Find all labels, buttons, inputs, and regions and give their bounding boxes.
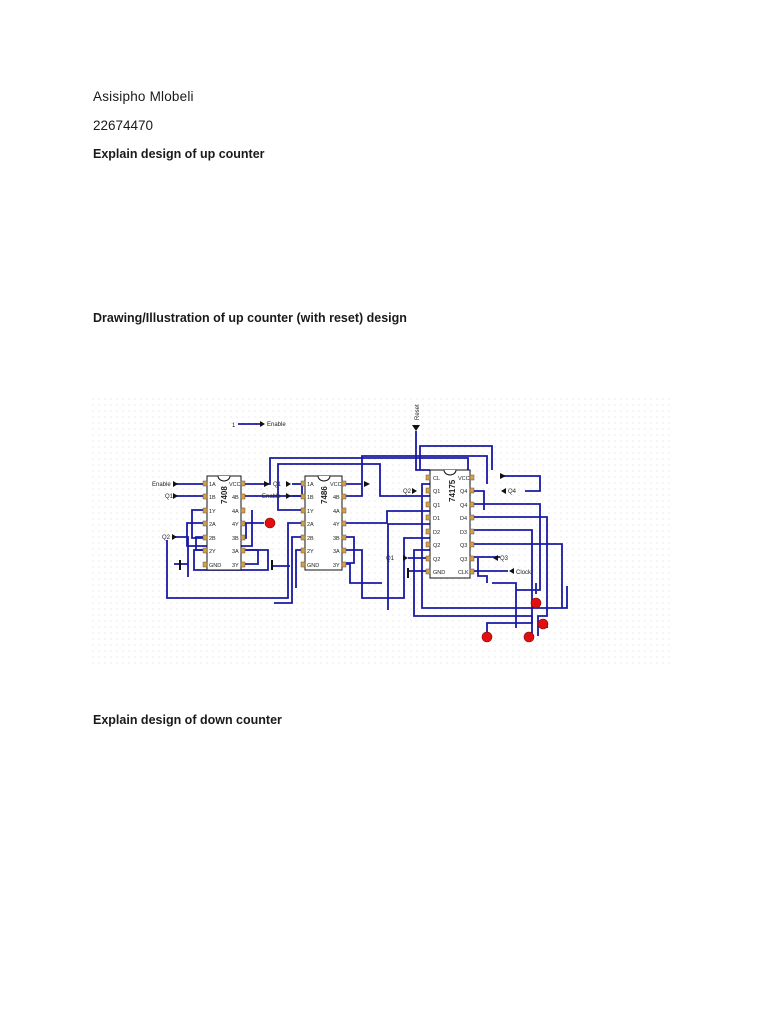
chip-7408-pin-label: 3A [232,549,239,555]
chip-74175-pin-label: CLK [458,570,469,576]
grid-background [92,398,674,668]
chip-74175-pin-label: Q1 [433,489,441,495]
student-number: 22674470 [93,118,154,133]
heading-down-explain: Explain design of down counter [93,713,282,727]
chip-7486-pin-label: 1A [307,482,314,488]
chip-7486-pin-label: 3A [333,549,340,555]
up-counter-circuit-diagram [92,398,674,668]
chip-7486-pin-label: 4Y [333,522,340,528]
chip-7486 [301,476,346,570]
led [482,632,492,642]
chip-74175 [426,470,474,578]
chip-74175-pin-label: D2 [433,530,441,536]
led [265,518,275,528]
chip-7408-pin-label: 2Y [209,549,216,555]
chip-7408-pin-label: 3Y [232,563,239,569]
chip-7408-pin-label: 3B [232,536,239,542]
chip-7486-pin-label: 2B [307,536,314,542]
chip-74175-pin-label: D4 [460,516,468,522]
q3-output-label: Q3 [500,556,509,562]
chip-7408-label: 7408 [220,486,229,504]
clock-label: Clock [516,570,532,576]
chip-74175-pin-label: Q2 [433,557,441,563]
chip-74175-pin-label: D3 [460,530,468,536]
chip-74175-pin-label: Q1 [433,503,441,509]
chip-7408-pin-label: VCC [229,482,241,488]
chip-7408-pin-label: 1B [209,495,216,501]
q2-input-label: Q2 [162,535,171,541]
chip-74175-label: 74175 [448,479,457,502]
q4-output-label: Q4 [508,489,517,495]
one-label: 1 [232,423,236,429]
chip-74175-pin-label: D1 [433,516,441,522]
chip-74175-pin-label: GND [433,570,446,576]
led [538,619,548,629]
chip-74175-pin-label: CL [433,476,441,482]
chip-74175-pin-label: VCC [458,476,470,482]
chip-7486-pin-label: VCC [330,482,342,488]
chip-74175-pin-label: Q2 [433,543,441,549]
chip-7408-pin-label: 2B [209,536,216,542]
enable-input-label: Enable [152,482,171,488]
chip-7486-label: 7486 [320,486,329,504]
chip-7486-pin-label: GND [307,563,320,569]
chip-7486-pin-label: 4B [333,495,340,501]
chip-7486-pin-label: 4A [333,509,340,515]
enable-input-label-2: Enable [262,494,281,500]
chip-7408-pin-label: GND [209,563,222,569]
chip-7408 [203,476,245,570]
chip-7408-pin-label: 4A [232,509,239,515]
led [524,632,534,642]
reset-label: Reset [415,404,421,420]
heading-up-explain: Explain design of up counter [93,147,265,161]
chip-7486-pin-label: 3B [333,536,340,542]
chip-74175-pin-label: Q3 [460,543,468,549]
chip-74175-pin-label: Q3 [460,557,468,563]
chip-7486-pin-label: 1Y [307,509,314,515]
chip-7408-pin-label: 1Y [209,509,216,515]
q2-ff-label: Q2 [403,489,412,495]
q1-input-label-2: Q1 [273,482,282,488]
led [531,598,541,608]
chip-7486-pin-label: 2Y [307,549,314,555]
q1-ff-input-label: Q1 [386,556,395,562]
chip-7408-pin-label: 1A [209,482,216,488]
author-name: Asisipho Mlobeli [93,89,194,104]
enable-source-label: Enable [267,422,286,428]
heading-up-drawing: Drawing/Illustration of up counter (with reset) design [93,311,407,325]
chip-7408-pin-label: 4Y [232,522,239,528]
chip-7486-pin-label: 3Y [333,563,340,569]
chip-7486-pin-label: 2A [307,522,314,528]
chip-7408-pin-label: 4B [232,495,239,501]
chip-7408-pin-label: 2A [209,522,216,528]
q1-input-label: Q1 [165,494,174,500]
chip-7486-pin-label: 1B [307,495,314,501]
chip-74175-pin-label: Q4 [460,503,468,509]
chip-74175-pin-label: Q4 [460,489,468,495]
